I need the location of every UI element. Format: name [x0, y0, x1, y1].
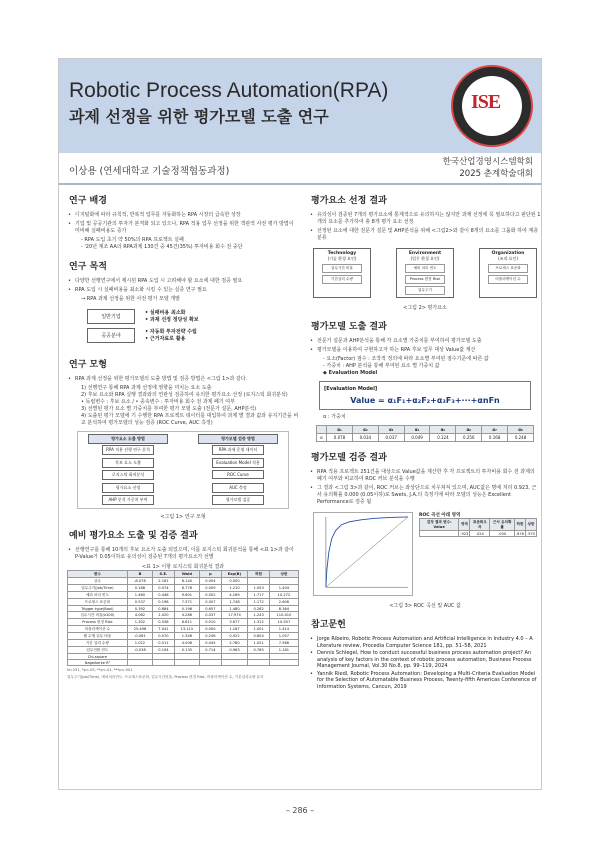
bullet-item: • 기업 및 공공기관의 투자가 본격화 되고 있으나, RPA 적용 업무 선정을 위한 객관적 사전 평가 방법이 미비해 실패비용도 증가	[67, 221, 299, 235]
table-row: 어플리케이션 수 25.496 7.041 13.115 0.000 1.187 1.001 1.414	[68, 626, 299, 633]
reference-item: • Jorge Ribeiro, Robotic Process Automation and Artificial Intelligence in Industry 4.0 – A Literature review, Procedia Computer Science 181, pp. 51–58, 2021	[309, 636, 541, 649]
evaluation-model-box	[319, 381, 531, 410]
page-number: – 286 –	[285, 806, 315, 815]
table-row: Trigger type(Bool) 0.392 0.884 0.196 0.657 1.480 0.262 8.364	[68, 606, 299, 612]
section-title: 평가요소 선정 결과	[311, 196, 387, 206]
poster	[58, 58, 542, 790]
sub-item: - 가중치 : AHP 분석을 통해 부여된 요소 별 가중치 값	[323, 363, 440, 369]
section-validation	[309, 450, 541, 609]
model-label: ◆ Evaluation Model	[323, 370, 378, 376]
bullet-item: • 선행연구를 통해 10개의 후보 요소가 도출 되었으며, 이를 로지스틱 회귀분석을 통해 <표 1>과 같이 P-Value가 0.05이하로 유의성이 검증된 7개의 평가요소가 선별	[67, 547, 299, 561]
section-prelim: 예비 평가요소 도출 및 검증 결과 • 선행연구를 통해 10개의 후보 요소가 도출 되었으며, 이를 로지스틱 회귀분석을 통해 <표 1>과 같이 P-Value가 0.05이하로 유의성이 검증된 7개의 평가요소가 선별 <표 1> 이항 로지스틱 회귀분석 결과 변수 B S.E. Wald p Exp(B) 하한 상한 상수 -8.076 2.161 6.140 0.004 0.000 업무주기(Job/Time) 0.188 0.074 6.776 0.009 1.210 1.053 1.404 예외 처리 빈도 1.460 0.448 9.601 0.002 4.169 1.717 10.272 프로세스 표준화 0.537 0.198 7.371 0.007 1.748 1.172 2.606 Trigger type(Bool) 0.392 0.884 0.196 0.657 1.480 0.262 8.364 업무시간 비율(x100) 4.062 2.020 4.286 0.037 17.974 1.243 110.410 Process 변경 Risk 1.302 0.538 6.611 0.010 3.677 1.312 10.507 어플리케이션 수 25.496 7.041 13.115 0.000 1.187 1.001 1.414 웹 수행 업무 비율 -0.081 0.070 1.346 0.246 0.922 0.804 1.057 기본 입력 수량 1.022 0.511 4.006 0.045 2.780 1.021 7.566 업무전환 빈도 -0.038 0.104 0.135 0.714 0.963 0.785 1.181 Chi-square Nagelkerke R² N=251, *p<.05, **p<.01, ***p<.001 업무주기(Job/Time), 예외처리빈도, 프로세스표준화, 업무시간비율, Process 변경 Risk, 어플리케이션 수, 기본입력수량 유의	[67, 528, 299, 680]
flow-step: RPA 과제 운영 데이터	[212, 445, 264, 455]
table-row: 웹 수행 업무 비율 -0.081 0.070 1.346 0.246 0.922 0.804 1.057	[68, 633, 299, 640]
sub-item: 3) 선별된 평가 요소 별 가중치를 부여한 평가 모델 도출 (전문가 설문, AHP분석)	[81, 406, 257, 412]
flow-step: RPA 적용 선행 연구 분석	[102, 445, 154, 455]
purpose-row	[87, 328, 279, 343]
flow-step: AUC 측정	[212, 483, 264, 493]
purpose-items: • 자동화 투자전략 수립 • 근거자료로 활용	[145, 328, 197, 342]
roc-curve-chart	[313, 512, 413, 596]
flow-column-title: 평가요소 도출 방법	[88, 434, 168, 444]
bullet-item: • RPA 적용 프로젝트 251건을 대상으로 Value값을 계산한 후 각 프로젝트의 투자비용 회수 전 과제의 폐기 여부와 비교하여 ROC 커브 분석을 수행	[309, 469, 541, 483]
sub-item: 2) 후보 요소와 RPA 실행 결과와의 연관성 검증하여 유의한 평가요소 선정 (로지스틱 회귀분석)	[81, 392, 288, 398]
bullet-item: • RPA 도입 시 실패비용을 최소화 시킬 수 있는 실증 연구 필요	[67, 287, 299, 294]
figure-caption: <그림 1> 연구 모형	[160, 514, 206, 520]
weight-label: α : 가중치	[323, 414, 346, 420]
society-logo	[451, 65, 533, 147]
title-korean: 과제 선정을 위한 평가모델 도출 연구	[69, 107, 329, 126]
section-background	[67, 193, 299, 251]
table-row: 기본 입력 수량 1.022 0.511 4.006 0.045 2.780 1.021 7.566	[68, 640, 299, 647]
factor-group: Environment (업무 환경 요인) 예외 처리 빈도 Process 변경 Risk 업무주기	[396, 248, 454, 298]
table-row: Chi-square	[68, 654, 299, 660]
logo-text: ISE	[471, 91, 501, 113]
section-purpose	[67, 259, 299, 349]
box-label: [Evaluation Model]	[324, 386, 378, 392]
purpose-row	[87, 309, 279, 324]
flow-column-title: 평가모델 검증 방법	[198, 434, 278, 444]
bullet-item: • 전문가 설문과 AHP분석을 통해 각 요소별 가중치를 부여하여 평가모델 도출	[309, 338, 541, 345]
sub-item: 1) 선행연구 통해 RPA 과제 선정에 영향을 미치는 요소 도출	[81, 385, 212, 391]
regression-table: 변수 B S.E. Wald p Exp(B) 하한 상한 상수 -8.076 2.161 6.140 0.004 0.000 업무주기(Job/Time) 0.188 0.074 6.776 0.009 1.210 1.053 1.404 예외 처리 빈도 1.460 0.448 9.601 0.002 4.169 1.717 10.272 프로세스 표준화 0.537 0.198 7.371 0.007 1.748 1.172 2.606 Trigger type(Bool) 0.392 0.884 0.196 0.657 1.480 0.262 8.364 업무시간 비율(x100) 4.062 2.020 4.286 0.037 17.974 1.243 110.410 Process 변경 Risk 1.302 0.538 6.611 0.010 3.677 1.312 10.507 어플리케이션 수 25.496 7.041 13.115 0.000 1.187 1.001 1.414 웹 수행 업무 비율 -0.081 0.070 1.346 0.246 0.922 0.804 1.057 기본 입력 수량 1.022 0.511 4.006 0.045 2.780 1.021 7.566 업무전환 빈도 -0.038 0.104 0.135 0.714 0.963 0.785 1.181 Chi-square Nagelkerke R²	[67, 570, 299, 666]
table-row: 예외 처리 빈도 1.460 0.448 9.601 0.002 4.169 1.717 10.272	[68, 592, 299, 599]
section-title: 연구 배경	[69, 196, 107, 206]
section-title: 참고문헌	[311, 620, 346, 630]
poster-header	[59, 59, 542, 153]
bullet-item: • 그 결과 <그림 3>과 같이, ROC 커브는 좌상단으로 치우쳐져 있으며, AUC값은 명예 처리 0.923, 근사 유의확률 0.000 (0.05이하)로 Swets, J.A.의 측정기에 따라 모델의 성능은 Excellent Performance로 검증 됨	[309, 485, 541, 506]
sub-item: - RPA 도입 초기 약 50%의 RPA 프로젝트 실패	[81, 237, 184, 243]
table-caption: <표 1> 이항 로지스틱 회귀분석 결과	[141, 564, 225, 570]
section-title: 연구 목적	[69, 262, 107, 272]
section-selection	[309, 193, 541, 311]
conference-name: 한국산업경영시스템학회 2025 춘계학술대회	[442, 157, 533, 179]
arrow-line: → RPA 과제 선정을 위한 사전 평가 모델 개발	[81, 296, 180, 302]
purpose-label: 일반기업	[87, 309, 135, 324]
author-bar	[59, 153, 542, 185]
research-model-diagram	[77, 431, 289, 509]
table-row: 프로세스 표준화 0.537 0.198 7.371 0.007 1.748 1.172 2.606	[68, 599, 299, 606]
table-row: Nagelkerke R²	[68, 660, 299, 666]
reference-item: • Dennis Schlegel, How to conduct successful business process automation project? An analysis of key factors in the context of robotic process automation, Business Process Management Journal, Vol.30 No.8, pp. 99–119, 2024	[309, 650, 541, 670]
table-row: 업무전환 빈도 -0.038 0.104 0.135 0.714 0.963 0.785 1.181	[68, 647, 299, 654]
flow-step: 로지스틱 회귀분석	[102, 470, 154, 480]
flow-step: 후보 요소 도출	[102, 458, 154, 468]
bullet-item: • 유의성이 검증된 7개의 평가요소에 통계적으로 유의하지는 않지만 과제 선정에 꼭 필요하다고 판단된 1개의 요소를 추가하여 총 8개 평가 요소 선정	[309, 212, 541, 226]
purpose-label: 공공분야	[87, 328, 135, 343]
sub-item: 4) 도출된 평가 모델에 기 수행한 RPA 프로젝트 데이터를 대입하여 과제 별 결과 값과 유지기간을 비교 분석하여 평가모델의 성능 검증 (ROC Curve, AUC 측정)	[81, 413, 299, 426]
figure-caption: <그림 2> 평가요소	[403, 305, 447, 311]
flow-step: 평가모델 검증	[212, 495, 264, 505]
flow-step: ROC Curve	[212, 470, 264, 479]
right-column	[309, 193, 541, 698]
left-column	[67, 193, 299, 688]
figure-caption: <그림 3> ROC 곡선 및 AUC 값	[389, 603, 461, 609]
section-title: 예비 평가요소 도출 및 검증 결과	[69, 531, 198, 541]
bullet-item: • 선정된 요소에 대한 전문가 설문 및 AHP분석을 위해 <그림2>와 같이 8개의 요소를 그룹화 하여 계층 분류	[309, 228, 541, 242]
section-model	[67, 357, 299, 520]
reference-item: • Yannik Riedl, Robotic Process Automation: Developing a Multi-Criteria Evaluation Model for the Selection of Automatable Business Process, Twenty-fifth Americas Conference of Information Systems, Cancun, 2019	[309, 671, 541, 691]
bullet-item: • 다양한 선행연구에서 제시된 RPA 도입 시 고려해야 할 요소에 대한 검증 필요	[67, 278, 299, 285]
bullet-item: • 디지털화에 따라 규칙적, 반복적 업무를 자동화하는 RPA 시장의 급속한 성장	[67, 212, 299, 219]
section-references	[309, 617, 541, 690]
factor-hierarchy	[309, 244, 541, 302]
roc-table: ROC 곡선 아래 영역 검정 결과 변수: Value 영역 표준화오차 근사 유의확률 하한 상한 .923 .024 .000 .876 .970	[419, 513, 535, 536]
section-title: 연구 모형	[69, 360, 107, 370]
flow-step: Evaluation Model 적용	[212, 458, 264, 468]
bullet-item: • RPA 과제 선정을 위한 평가모델의 도출 방법 및 검증 방법은 <그림 1>과 같다.	[67, 376, 299, 383]
sub-item: - 요소(Factor) 점수 : 조작적 정의에 따라 요소별 부여된 점수기준에 따른 값	[323, 356, 489, 362]
factor-group: Technology (기술 환경 요인) 업무시간 비율 기본입력 수량	[313, 248, 371, 298]
model-equation: Value = α₁F₁+α₂F₂+α₃F₃+···+αnFn	[350, 396, 500, 405]
author-name: 이상용 (연세대학교 기술정책협동과정)	[69, 166, 230, 177]
section-title: 평가모델 도출 결과	[311, 322, 387, 332]
table-row: .923 .024 .000 .876 .970	[420, 531, 537, 537]
weight-table: α₁ α₂ α₃ α₄ α₅ α₆ α₇ α₈ α 0.078 0.034 0.037 0.049 0.124 0.256 0.168 0.248	[316, 425, 534, 442]
purpose-items: • 실패비용 최소화 • 과제 선정 정당성 확보	[145, 309, 199, 323]
table-row: 업무주기(Job/Time) 0.188 0.074 6.776 0.009 1.210 1.053 1.404	[68, 585, 299, 592]
flow-step: AHP 분석 가중치 부여	[102, 495, 154, 505]
sub-item: • 독립변수 : 후보 요소 / • 종속변수 : 투자비용 회수 전 과제 폐기 여부	[81, 399, 235, 405]
title-english: Robotic Process Automation(RPA)	[69, 79, 389, 102]
factor-group: Organization (조직 요인) 프로세스 표준화 어플리케이션 수	[479, 248, 537, 298]
sub-item: - '20년 계조 AA의 RPA과제 130건 중 45건(35%) 투자비용 회수 전 중단	[81, 244, 243, 250]
table-row: 업무시간 비율(x100) 4.062 2.020 4.286 0.037 17.974 1.243 110.410	[68, 612, 299, 619]
bullet-item: • 평가모델을 이용하여 구현하고자 하는 RPA 후보 업무 대상 Value값 계산	[309, 347, 541, 354]
purpose-diagram	[67, 303, 299, 349]
table-row: 상수 -8.076 2.161 6.140 0.004 0.000	[68, 578, 299, 585]
table-row: Process 변경 Risk 1.302 0.538 6.611 0.010 3.677 1.312 10.507	[68, 619, 299, 626]
flow-step: 평가요소 선정	[102, 483, 154, 493]
section-model-result	[309, 319, 541, 442]
table-row: α 0.078 0.034 0.037 0.049 0.124 0.256 0.168 0.248	[316, 434, 533, 442]
section-title: 평가모델 검증 결과	[311, 453, 387, 463]
